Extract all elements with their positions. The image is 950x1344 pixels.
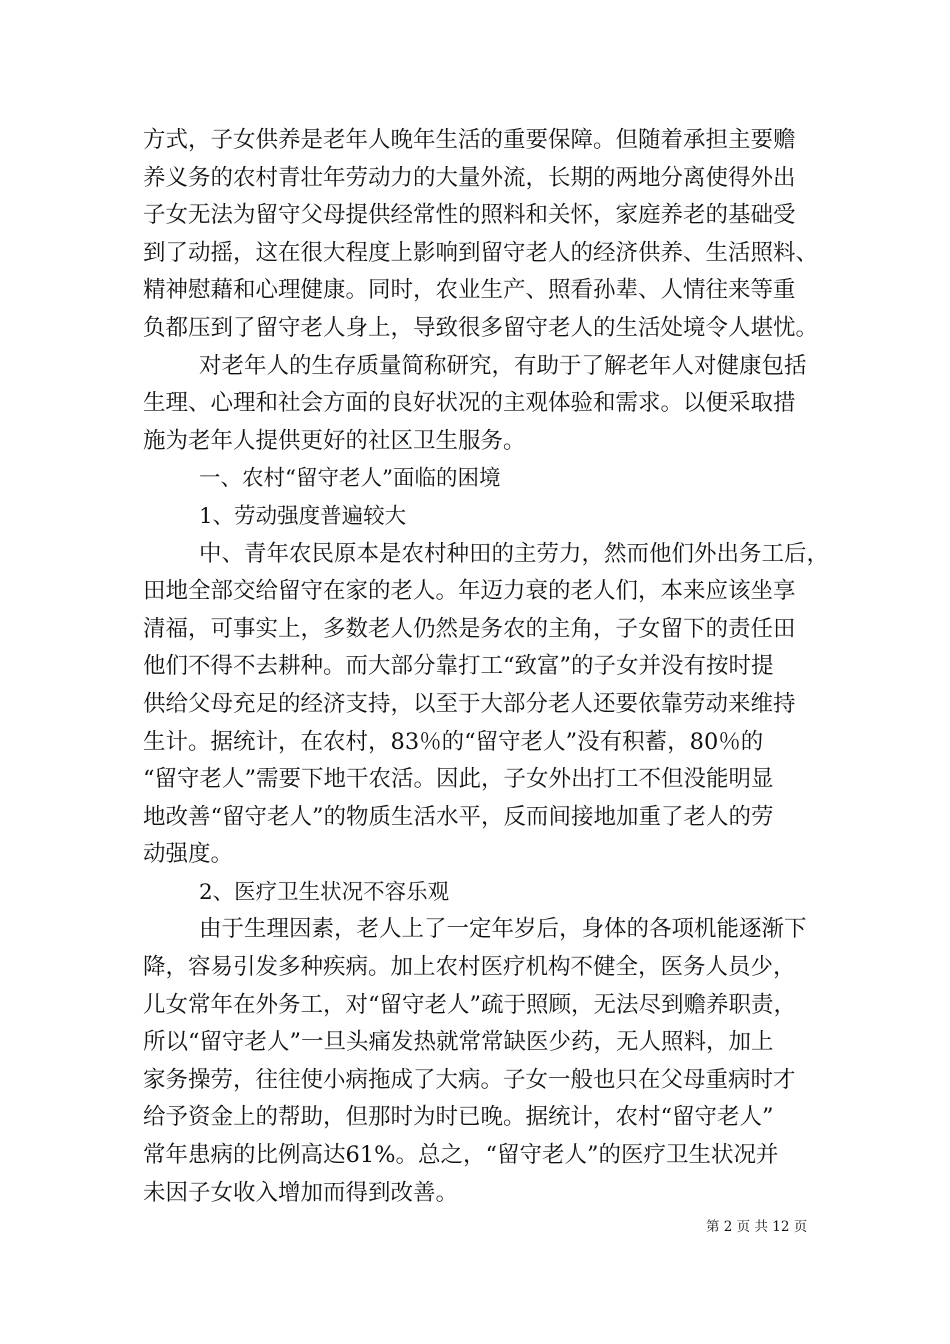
text-line: 生理、心理和社会方面的良好状况的主观体验和需求。以便采取措: [143, 390, 796, 417]
text-line: 地改善“留守老人”的物质生活水平，反而间接地加重了老人的劳: [143, 803, 774, 830]
text-line: 给予资金上的帮助，但那时为时已晚。据统计，农村“留守老人”: [143, 1104, 774, 1131]
text-line: 负都压到了留守老人身上，导致很多留守老人的生活处境令人堪忧。: [143, 314, 819, 341]
paragraph-start: 对老年人的生存质量简称研究，有助于了解老年人对健康包括: [199, 352, 807, 379]
text-line: 供给父母充足的经济支持，以至于大部分老人还要依靠劳动来维持: [143, 690, 796, 717]
text-line: 他们不得不去耕种。而大部分靠打工“致富”的子女并没有按时提: [143, 653, 774, 680]
text-line: 田地全部交给留守在家的老人。年迈力衰的老人们，本来应该坐享: [143, 578, 796, 605]
body-text: [143, 122, 830, 1212]
page-number: 第 2 页 共 12 页: [706, 1219, 808, 1235]
text-line: 所以“留守老人”一旦头痛发热就常常缺医少药，无人照料，加上: [143, 1029, 774, 1056]
text-line: 未因子女收入增加而得到改善。: [143, 1179, 459, 1206]
subsection-heading: 2、医疗卫生状况不容乐观: [199, 879, 450, 905]
text-line: 生计。据统计，在农村，83％的“留守老人”没有积蓄，80％的: [143, 728, 764, 755]
text-line: 养义务的农村青壮年劳动力的大量外流，长期的两地分离使得外出: [143, 164, 796, 191]
text-line: 方式，子女供养是老年人晚年生活的重要保障。但随着承担主要赡: [143, 127, 796, 153]
paragraph-start: 由于生理因素，老人上了一定年岁后，身体的各项机能逐渐下: [199, 916, 807, 943]
text-line: 降，容易引发多种疾病。加上农村医疗机构不健全，医务人员少，: [143, 954, 796, 981]
text-line: 儿女常年在外务工，对“留守老人”疏于照顾，无法尽到赡养职责，: [143, 991, 797, 1018]
text-line: 动强度。: [143, 841, 234, 868]
text-line: 清福，可事实上，多数老人仍然是务农的主角，子女留下的责任田: [143, 615, 796, 642]
text-line: 常年患病的比例高达61%。总之，“留守老人”的医疗卫生状况并: [143, 1142, 779, 1169]
text-line: 家务操劳，往往使小病拖成了大病。子女一般也只在父母重病时才: [143, 1066, 796, 1093]
text-line: 施为老年人提供更好的社区卫生服务。: [143, 427, 526, 454]
text-line: 精神慰藉和心理健康。同时，农业生产、照看孙辈、人情往来等重: [143, 277, 796, 304]
text-line: 到了动摇，这在很大程度上影响到留守老人的经济供养、生活照料、: [143, 239, 819, 266]
text-line: 子女无法为留守父母提供经常性的照料和关怀，家庭养老的基础受: [143, 202, 796, 229]
subsection-heading: 1、劳动强度普遍较大: [199, 503, 407, 529]
section-heading: 一、农村“留守老人”面临的困境: [199, 466, 501, 492]
paragraph-start: 中、青年农民原本是农村种田的主劳力，然而他们外出务工后，: [199, 540, 830, 567]
text-line: “留守老人”需要下地干农活。因此，子女外出打工不但没能明显: [143, 766, 774, 793]
